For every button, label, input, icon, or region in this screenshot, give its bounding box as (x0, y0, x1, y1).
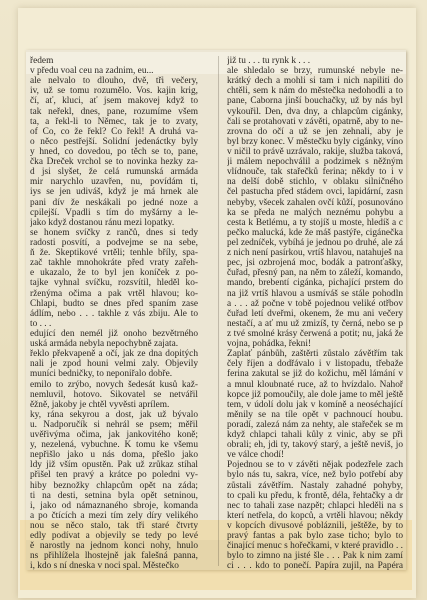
right-column-line: bylo nás tu, sakra, více, než bylo potřebí aby (227, 470, 403, 481)
right-column-line: krátký dech a mohli si tam i nich napiliti do (227, 76, 403, 87)
right-column-line: tem, v údolí dolu jak v komíně a neoséchající (227, 399, 403, 410)
right-text-column (227, 56, 403, 572)
right-column-line: a . . . až počne v tobě pojednou veliké otřbov (227, 298, 403, 309)
right-column-line: Pojednou se to v závěti nějak podezřele zach (227, 460, 403, 471)
right-column-line: cesta k Betlému, a ty stojíš u moste, hledíš a c (227, 217, 403, 228)
right-column-line: ve válce chodí! (227, 450, 285, 461)
right-column-line: Zaplať pánbůh, zaštěrti zůstalo závětřím tak (227, 349, 403, 360)
left-column-line: e ukazalo, že to byl jen koníček z po- (30, 268, 198, 279)
left-text-column (30, 56, 198, 572)
left-column-line: ale nelvalo to dlouho, dvě, tři večery, (30, 76, 198, 87)
right-column-line: mando, brebentí cigánka, pichající prstem do (227, 278, 403, 289)
left-column-line: u. Nadporučík si nehrál se psem; měřil (30, 419, 198, 430)
right-column-line: čali se protahovati v závěti, opatrně, aby to ne- (227, 116, 403, 127)
left-column-line: ldy již vším opustěn. Pak už zrůkaz stíhal (30, 460, 198, 471)
right-column-line: čuřad letí dveřmi, okenem, že mu ani večery (227, 308, 403, 319)
right-column-line: kopce již pomoučily, ale dole jame to měl ještě (227, 389, 403, 400)
left-column-line: edly podívat a objevily se tedy po levé (30, 531, 198, 542)
left-column-line: d jsi slyšet, že celá rumunská armáda (30, 167, 198, 178)
left-column-line: tajke vyhnal svíčku, rozsvítil, hleděl ko- (30, 278, 198, 289)
right-column-line: ka se předa ne malých neznému pohybu a (227, 207, 403, 218)
left-column-line: to . . . (30, 318, 52, 329)
left-column-line: ádlím, nebo . . . takhle z vás zbiju. Ale to (30, 308, 198, 319)
right-column-line: čely říjen a dodřávalo i v listopadu, třebaže (227, 359, 403, 370)
right-column-line: pravý fantas a pak bylo zase ticho; bylo to (227, 531, 403, 542)
right-column-line: když chlapci tahali kůly z vinic, aby se při (227, 430, 403, 441)
right-column-line: vlídnouče, tak stařečků ferina; někdy to i v (227, 167, 403, 178)
right-column-line: ci . . . kdo to ponečí. Papíra zujil, na Papéra (227, 561, 403, 572)
left-column-line: zač takhle mnohokráte před vraty zařeh- (30, 258, 198, 269)
left-column-line: mir narychlo uzavřen, nu, povídám ti, (30, 177, 198, 188)
right-column-line: to cpali ku předu, k frontě, déla, řehtačky a dr (227, 490, 403, 501)
left-column-line: ředem (30, 56, 54, 66)
left-column-line: of Co, co že řekl? Co řekl! A druhá va- (30, 126, 198, 137)
right-column-line: z tvé smolné krásy čerwená a potit; nu, jaká že (227, 328, 403, 339)
right-column-line: ferina zakutal se již do kožichu, měl lámání v (227, 369, 403, 380)
left-column-line: a po čtících a mezi tím zely díry velikého (30, 510, 198, 521)
left-column-line: cpilejší. Vpadli s tím do myšárny a le- (30, 207, 198, 218)
right-column-line: poradí, zalezá nám za nehty, ale stařeček se m (227, 419, 403, 430)
left-column-line: rženýma očima a pak vrtěl hlavou; ko- (30, 288, 198, 299)
left-column-line: y hned, co dovedou, po těch se to, pane, (30, 146, 198, 157)
left-column-line: v předu voal ceu na zadnim, eu... (30, 66, 154, 77)
left-column-line: čí, ať, kluci, ať jsem makovej když to (30, 96, 198, 107)
right-column-line: na již vrtíš hlavou a usmíváš se stále pohodln (227, 288, 403, 299)
right-column-line: pel zedníček, vybíhá je jednou po druhé, ale zá (227, 237, 403, 248)
left-column-line: uvěřivýma očima, jak jankovitého koně; (30, 430, 198, 441)
left-column-line: jako když dostanou ránu mezi lopatky. (30, 217, 175, 228)
right-column-line: pec, jsi ozbrojená moc, bodák a patronťašky, (227, 258, 403, 269)
left-column-line: nali je zpod houni velmi zaly. Objevily (30, 359, 198, 370)
right-column-line: ji málem nepochválil a podzimek s něžným (227, 157, 403, 168)
right-column-line: v ničil to právě uzrávalo, rakije, služba taková, (227, 146, 403, 157)
right-column-line: pečko malucká, kde že máš pastýře, cigánečka (227, 227, 403, 238)
left-column-line: se honem svíčky z rančů, dnes si tedy (30, 227, 198, 238)
left-column-line: přišel ten pravý a krátce po poledni vy- (30, 470, 198, 481)
right-column-line: zůstali závětřím. Nastaly zahadné pohyby, (227, 480, 403, 491)
column-divider (218, 56, 219, 566)
left-column-line: i, jako od námaznaného sbroje, komanda (30, 500, 198, 511)
left-column-line: iys se jen udiváš, když je má hrnek ale (30, 187, 198, 198)
right-column-line: obrali; eh, jdi ty, takový starý, a ještě neviš, jo (227, 440, 403, 451)
right-column-line: v kopcích divusové pobláznili, ještěže, by to (227, 521, 403, 532)
left-column-line: nou se něco stalo, tak tři staré čtvrty (30, 521, 198, 532)
right-column-line: zrovna do očí a už se jen zehnali, aby je (227, 126, 403, 137)
right-column-line: kterí netřela, do kopců, a vrtěli hlavou; někdy (227, 510, 403, 521)
right-column-line: na delší době stichlo, v oblaku silničného (227, 177, 403, 188)
left-column-line: iv, už se tomu rozumělo. Vos. kajin krig, (30, 86, 198, 97)
right-column-line: čuřad, přesný pan, na něm to záleží, komando, (227, 268, 403, 279)
left-column-line: ta, a řekl-li to Němec, tak je to zvaty, (30, 116, 198, 127)
left-column-line: i, kdo s ní dneska v noci spal. Městečko (30, 561, 179, 572)
right-column-line: ale shledalo se brzy, rumunské nebyle ne- (227, 66, 403, 77)
left-column-line: nemluvil, hotovo. Šikovatel se netvářil (30, 389, 198, 400)
right-column-line: bylo to zimno na jisté šle . . . Pak k nim zamí (227, 551, 403, 562)
left-column-line: muníci bedničky, to neponiřalo dobře. (30, 369, 173, 380)
right-column-line: již tu . . . tu rynk k . . . (227, 56, 311, 66)
left-column-line: ns přihlížela lhostejně jak falešná panna, (30, 551, 198, 562)
left-column-line: Chlapi, budto se dnes před spaním zase (30, 298, 198, 309)
right-column-line: z nich není pasírkou, vrtíš hlavou, natahuješ na (227, 248, 403, 259)
right-column-line: činající menuc s hořečkami, v které pravidlo . . (227, 541, 403, 552)
right-column-line: nestačí, a ať mu už zmizíš, ty černá, nebo se p (227, 318, 403, 329)
right-column-line: chtěli, sem k nám do městečka nedohodli a to (227, 86, 403, 97)
right-column-line: měnily se na tíle opět v pachnoucí houbu. (227, 409, 403, 420)
right-column-line: nebyby, všecek zahalen ovčí kůží, posunováno (227, 197, 403, 208)
right-column-line: vykouřil. Den, dva dny, a chlapcům cigánky, (227, 106, 403, 117)
left-column-line: o něco pestřejší. Solidní jedenáctky byly (30, 136, 198, 147)
right-column-line: čel pastucha před stádem ovci, lapidární, zasn (227, 187, 403, 198)
right-column-line: pane, Čaborna jinší bouchačky, už by nás byl (227, 96, 403, 107)
left-column-line: pani dív že neskákali po jedné noze a (30, 197, 198, 208)
left-column-line: čka Dreček vrchol se to novinka hezky za- (30, 157, 198, 168)
left-column-line: ě narostly na jednom konci nohy, hnulo (30, 541, 198, 552)
left-column-line: ěžně, jakoby je chtěl vyvěsti aprílem. (30, 399, 170, 410)
left-column-line: tak neřekl, dnes, pane, rozumíme všem (30, 106, 198, 117)
left-column-line: edující den nemél již onoho bezvětrného (30, 328, 198, 339)
left-column-line: řeklo překvapeně a očí, jak ze dna dopitých (30, 349, 198, 360)
left-column-line: emilo to zrýbo, novych šedesát kusů kaž- (30, 379, 198, 390)
left-column-line: ky, rána sekyrou a dost, jak už bývalo (30, 409, 198, 420)
left-column-line: ti na desti, setnina byla opět setninou, (30, 490, 198, 501)
left-column-line: ň že. Skeptikové vrtěli; tenhle bříly, spa- (30, 248, 198, 259)
right-column-line: vojna, pohádka, řekni! (227, 339, 312, 350)
left-column-line: nepřišlo jako u nás doma, přešlo jako (30, 450, 198, 461)
left-column-line: radosti posvítí, a podvejme se na sebe, (30, 237, 198, 248)
left-column-line: y, nezelená, vybuchne. K tomu ke všemu (30, 440, 198, 451)
right-column-line: byl brzy konec. V městečku byly cigánky, víno (227, 136, 403, 147)
right-column-line: a mnul kloubnaté ruce, až to hvízdalo. Nahoř (227, 379, 403, 390)
left-column-line: hiby beznožky chlapcům opět na záda; (30, 480, 198, 491)
right-column-line: nec to tahali zase nazpět; chlapci hleděli na s (227, 500, 403, 511)
left-column-line: uská armáda nebyla nepochybně zajata. (30, 339, 179, 350)
